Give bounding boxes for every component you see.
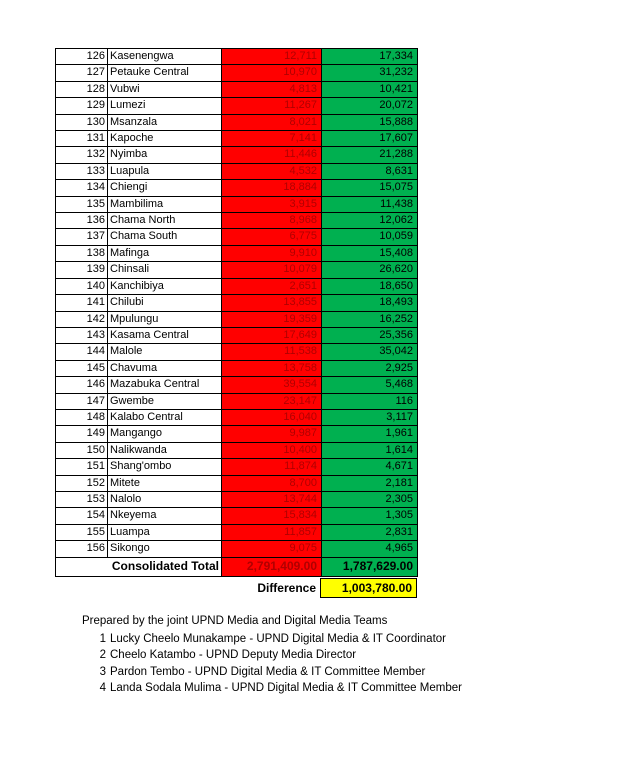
constituency-name: Chiengi [108, 180, 222, 196]
constituency-name: Shang'ombo [108, 459, 222, 475]
red-value: 11,267 [222, 98, 322, 114]
table-row [56, 163, 418, 179]
green-value: 10,059 [322, 229, 418, 245]
consolidated-total-label: Consolidated Total [56, 557, 222, 576]
credit-text: Lucky Cheelo Munakampe - UPND Digital Media & IT Coordinator [110, 632, 446, 645]
table-row [56, 524, 418, 540]
red-value: 9,075 [222, 541, 322, 557]
red-value: 23,147 [222, 393, 322, 409]
green-value: 5,468 [322, 377, 418, 393]
constituency-name: Kanchibiya [108, 278, 222, 294]
row-number: 141 [56, 295, 108, 311]
red-value: 7,141 [222, 131, 322, 147]
constituency-name: Nyimba [108, 147, 222, 163]
constituency-name: Nalolo [108, 491, 222, 507]
table-row [56, 360, 418, 376]
row-number: 148 [56, 409, 108, 425]
table-row [56, 426, 418, 442]
table-row [56, 131, 418, 147]
constituency-name: Chilubi [108, 295, 222, 311]
row-number: 128 [56, 81, 108, 97]
table-row [56, 475, 418, 491]
table-row [56, 508, 418, 524]
row-number: 152 [56, 475, 108, 491]
results-table [55, 48, 418, 577]
green-value: 17,607 [322, 131, 418, 147]
difference-table [252, 578, 417, 598]
red-value: 15,834 [222, 508, 322, 524]
green-value: 2,305 [322, 491, 418, 507]
red-value: 4,532 [222, 163, 322, 179]
red-value: 12,711 [222, 49, 322, 65]
row-number: 151 [56, 459, 108, 475]
row-number: 138 [56, 245, 108, 261]
constituency-name: Nkeyema [108, 508, 222, 524]
row-number: 131 [56, 131, 108, 147]
red-value: 4,813 [222, 81, 322, 97]
table-row [56, 344, 418, 360]
green-value: 1,961 [322, 426, 418, 442]
row-number: 145 [56, 360, 108, 376]
constituency-name: Chavuma [108, 360, 222, 376]
red-value: 10,079 [222, 262, 322, 278]
constituency-name: Mambilima [108, 196, 222, 212]
red-value: 11,857 [222, 524, 322, 540]
green-value: 8,631 [322, 163, 418, 179]
red-value: 17,649 [222, 327, 322, 343]
green-value: 21,288 [322, 147, 418, 163]
table-row [56, 377, 418, 393]
green-value: 2,925 [322, 360, 418, 376]
red-value: 9,910 [222, 245, 322, 261]
green-value: 16,252 [322, 311, 418, 327]
credit-text: Cheelo Katambo - UPND Deputy Media Director [110, 649, 357, 661]
row-number: 143 [56, 327, 108, 343]
credit-number: 3 [99, 665, 106, 678]
green-value: 11,438 [322, 196, 418, 212]
green-value: 1,305 [322, 508, 418, 524]
difference-label: Difference [252, 579, 321, 598]
green-value: 3,117 [322, 409, 418, 425]
red-value: 9,987 [222, 426, 322, 442]
green-value: 2,831 [322, 524, 418, 540]
row-number: 142 [56, 311, 108, 327]
constituency-name: Petauke Central [108, 65, 222, 81]
row-number: 146 [56, 377, 108, 393]
credit-item [82, 664, 462, 681]
credit-text: Pardon Tembo - UPND Digital Media & IT Committee Member [110, 665, 426, 678]
red-value: 8,021 [222, 114, 322, 130]
table-row [56, 409, 418, 425]
row-number: 154 [56, 508, 108, 524]
consolidated-total-row [56, 557, 418, 576]
table-row [56, 196, 418, 212]
green-value: 4,965 [322, 541, 418, 557]
credit-item [82, 647, 462, 664]
table-row [56, 327, 418, 343]
row-number: 150 [56, 442, 108, 458]
row-number: 136 [56, 213, 108, 229]
row-number: 155 [56, 524, 108, 540]
table-row [56, 49, 418, 65]
constituency-name: Nalikwanda [108, 442, 222, 458]
green-value: 35,042 [322, 344, 418, 360]
constituency-name: Malole [108, 344, 222, 360]
constituency-name: Msanzala [108, 114, 222, 130]
red-value: 11,538 [222, 344, 322, 360]
green-value: 18,493 [322, 295, 418, 311]
table-row [56, 442, 418, 458]
constituency-name: Lumezi [108, 98, 222, 114]
constituency-name: Kasenengwa [108, 49, 222, 65]
constituency-name: Mangango [108, 426, 222, 442]
green-value: 31,232 [322, 65, 418, 81]
row-number: 134 [56, 180, 108, 196]
table-row [56, 245, 418, 261]
table-row [56, 393, 418, 409]
green-value: 17,334 [322, 49, 418, 65]
green-value: 2,181 [322, 475, 418, 491]
table-row [56, 114, 418, 130]
row-number: 149 [56, 426, 108, 442]
results-table-body [56, 49, 418, 558]
table-row [56, 459, 418, 475]
constituency-name: Luapula [108, 163, 222, 179]
red-value: 6,775 [222, 229, 322, 245]
table-row [56, 311, 418, 327]
constituency-name: Chama North [108, 213, 222, 229]
row-number: 144 [56, 344, 108, 360]
red-value: 13,758 [222, 360, 322, 376]
table-row [56, 81, 418, 97]
constituency-name: Sikongo [108, 541, 222, 557]
table-row [56, 295, 418, 311]
constituency-name: Vubwi [108, 81, 222, 97]
table-row [56, 98, 418, 114]
row-number: 147 [56, 393, 108, 409]
green-value: 12,062 [322, 213, 418, 229]
difference-row [252, 579, 417, 598]
row-number: 140 [56, 278, 108, 294]
red-value: 16,040 [222, 409, 322, 425]
credit-number: 2 [99, 649, 106, 661]
green-value: 15,888 [322, 114, 418, 130]
green-value: 25,356 [322, 327, 418, 343]
row-number: 126 [56, 49, 108, 65]
table-row [56, 213, 418, 229]
red-value: 8,968 [222, 213, 322, 229]
row-number: 127 [56, 65, 108, 81]
constituency-name: Chinsali [108, 262, 222, 278]
constituency-name: Mitete [108, 475, 222, 491]
row-number: 139 [56, 262, 108, 278]
table-row [56, 147, 418, 163]
table-row [56, 65, 418, 81]
constituency-name: Gwembe [108, 393, 222, 409]
constituency-name: Mazabuka Central [108, 377, 222, 393]
difference-value: 1,003,780.00 [321, 579, 417, 598]
row-number: 135 [56, 196, 108, 212]
constituency-name: Mafinga [108, 245, 222, 261]
table-row [56, 262, 418, 278]
row-number: 153 [56, 491, 108, 507]
credit-item [82, 631, 462, 648]
credit-text: Landa Sodala Mulima - UPND Digital Media & IT Committee Member [110, 682, 462, 694]
credits-heading: Prepared by the joint UPND Media and Digital Media Teams [82, 615, 388, 627]
green-value: 4,671 [322, 459, 418, 475]
red-value: 8,700 [222, 475, 322, 491]
red-value: 13,855 [222, 295, 322, 311]
red-value: 18,884 [222, 180, 322, 196]
constituency-name: Chama South [108, 229, 222, 245]
red-value: 11,446 [222, 147, 322, 163]
red-value: 19,359 [222, 311, 322, 327]
credits-list [82, 631, 462, 697]
red-value: 3,915 [222, 196, 322, 212]
table-row [56, 180, 418, 196]
table-row [56, 229, 418, 245]
constituency-name: Kasama Central [108, 327, 222, 343]
row-number: 130 [56, 114, 108, 130]
credit-number: 4 [99, 682, 106, 694]
credits-block [82, 613, 462, 697]
red-value: 10,970 [222, 65, 322, 81]
consolidated-total-red: 2,791,409.00 [222, 557, 322, 576]
green-value: 26,620 [322, 262, 418, 278]
red-value: 13,744 [222, 491, 322, 507]
constituency-name: Mpulungu [108, 311, 222, 327]
row-number: 133 [56, 163, 108, 179]
table-row [56, 541, 418, 557]
constituency-name: Kalabo Central [108, 409, 222, 425]
green-value: 15,408 [322, 245, 418, 261]
red-value: 39,554 [222, 377, 322, 393]
green-value: 18,650 [322, 278, 418, 294]
red-value: 11,874 [222, 459, 322, 475]
red-value: 10,400 [222, 442, 322, 458]
table-row [56, 278, 418, 294]
green-value: 1,614 [322, 442, 418, 458]
constituency-name: Kapoche [108, 131, 222, 147]
credit-item [82, 680, 462, 697]
row-number: 156 [56, 541, 108, 557]
constituency-name: Luampa [108, 524, 222, 540]
table-row [56, 491, 418, 507]
green-value: 10,421 [322, 81, 418, 97]
row-number: 137 [56, 229, 108, 245]
green-value: 15,075 [322, 180, 418, 196]
red-value: 2,651 [222, 278, 322, 294]
consolidated-total-green: 1,787,629.00 [322, 557, 418, 576]
green-value: 116 [322, 393, 418, 409]
row-number: 129 [56, 98, 108, 114]
row-number: 132 [56, 147, 108, 163]
green-value: 20,072 [322, 98, 418, 114]
credit-number: 1 [99, 632, 106, 645]
